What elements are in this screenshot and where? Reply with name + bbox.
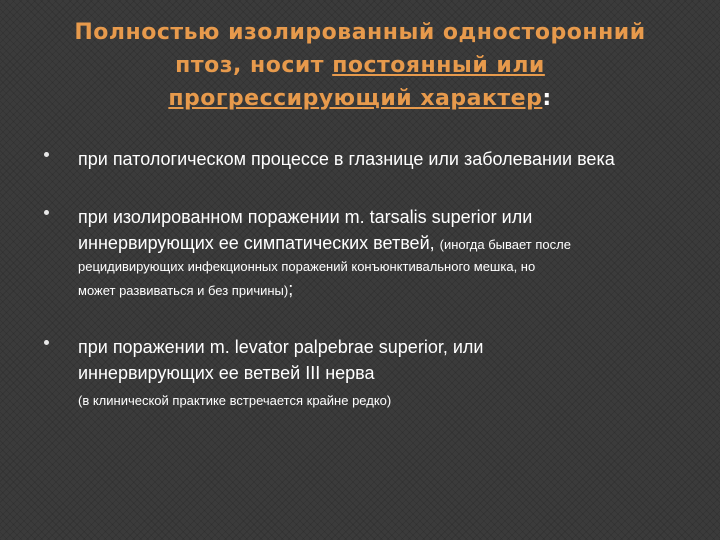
- bullet-2-line-1: при изолированном поражении m. tarsalis superior или: [78, 207, 533, 227]
- bullet-2-semicolon: ;: [288, 279, 294, 299]
- bullet-2-note-end: может развиваться и без причины): [78, 283, 289, 298]
- bullet-2-line-2: [78, 230, 684, 256]
- title-underlined-part-1: постоянный или: [332, 53, 545, 78]
- title-colon: :: [542, 86, 552, 111]
- bullet-3-line-1: при поражении m. levator palpebrae superior, или: [78, 337, 484, 357]
- bullet-icon: [44, 210, 49, 215]
- bullet-2-note-line-3: [78, 278, 684, 302]
- title-underlined-part-2: прогрессирующий характер: [168, 86, 543, 111]
- bullet-icon: [44, 152, 49, 157]
- bullet-list: [44, 146, 684, 412]
- title-line-2-prefix: птоз, носит: [175, 53, 333, 78]
- bullet-2-note-start: (иногда бывает после: [439, 237, 571, 252]
- bullet-3-note: (в клинической практике встречается крайне редко): [78, 393, 392, 408]
- bullet-item-2: [44, 204, 684, 302]
- bullet-item-3: [44, 334, 684, 412]
- title-line-3: [20, 82, 700, 115]
- bullet-2-note-line-2: рецидивирующих инфекционных поражений конъюнктивального мешка, но: [78, 259, 536, 274]
- title-line-1: Полностью изолированный односторонний: [74, 20, 646, 45]
- bullet-item-1: [44, 146, 684, 172]
- bullet-2-line-2-text: иннервирующих ее симпатических ветвей,: [78, 233, 440, 253]
- bullet-3-line-2: иннервирующих ее ветвей III нерва: [78, 363, 375, 383]
- bullet-icon: [44, 340, 49, 345]
- title-line-2: [20, 49, 700, 82]
- slide-title: [20, 16, 700, 115]
- bullet-1-text: при патологическом процессе в глазнице или заболевании века: [78, 149, 615, 169]
